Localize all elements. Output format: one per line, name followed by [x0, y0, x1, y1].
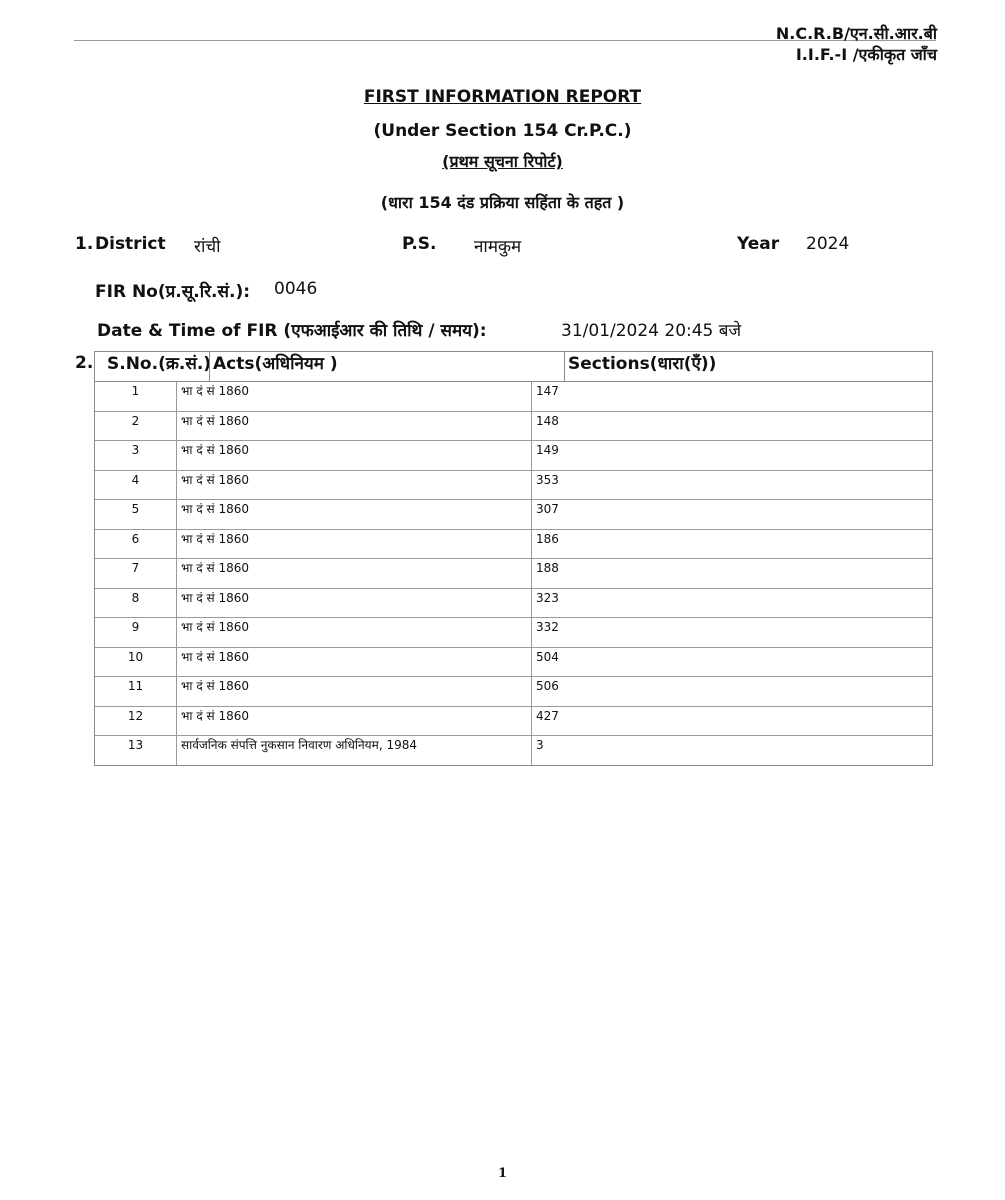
row-section: 188	[536, 561, 559, 575]
row-section: 323	[536, 590, 559, 605]
row-act: भा दं सं 1860	[177, 500, 532, 529]
row-sno: 7	[95, 559, 177, 588]
iif-label: I.I.F.-I /एकीकृत जाँच	[795, 45, 937, 64]
table-row	[95, 412, 932, 442]
row-act: भा दं सं 1860	[177, 471, 532, 500]
page-number: 1	[497, 1166, 508, 1181]
row-sno: 3	[95, 441, 177, 470]
fir-value: 0046	[274, 279, 318, 299]
row-section: 332	[536, 620, 559, 634]
acts-sections-table	[94, 351, 933, 766]
row-act: भा दं सं 1860	[177, 707, 532, 736]
district-label: District	[95, 234, 166, 254]
table-row	[95, 736, 932, 765]
table-row	[95, 677, 932, 707]
row-section: 504	[536, 649, 559, 664]
ps-label: P.S.	[402, 234, 437, 254]
row-act: भा दं सं 1860	[177, 589, 532, 618]
header-acts: Acts(अधिनियम )	[213, 354, 338, 374]
row-section: 186	[536, 531, 559, 546]
row-section: 149	[536, 443, 559, 457]
row-sno: 1	[95, 382, 177, 411]
row-act: भा दं सं 1860	[177, 618, 532, 647]
row-section: 148	[536, 413, 559, 428]
ps-value: नामकुम	[474, 237, 522, 257]
header-divider	[564, 352, 565, 381]
row-sno: 5	[95, 500, 177, 529]
table-row	[95, 471, 932, 501]
row-act: भा दं सं 1860	[177, 412, 532, 441]
report-title: FIRST INFORMATION REPORT	[363, 87, 642, 107]
table-row	[95, 648, 932, 678]
ncrb-label: N.C.R.B/एन.सी.आर.बी	[775, 24, 937, 43]
row-act: भा दं सं 1860	[177, 441, 532, 470]
header-sections: Sections(धारा(एँ))	[568, 354, 717, 374]
row-sno: 6	[95, 530, 177, 559]
table-row	[95, 589, 932, 619]
row-section: 3	[536, 738, 544, 752]
row-sno: 12	[95, 707, 177, 736]
row-section: 353	[536, 472, 559, 487]
row-act: भा दं सं 1860	[177, 677, 532, 706]
district-value: रांची	[194, 237, 221, 257]
row-act: भा दं सं 1860	[177, 648, 532, 677]
table-body	[95, 382, 932, 765]
row-sno: 10	[95, 648, 177, 677]
row-sno: 8	[95, 589, 177, 618]
row-act: सार्वजनिक संपत्ति नुकसान निवारण अधिनियम, 1984	[177, 736, 532, 765]
item2-number: 2.	[75, 353, 94, 373]
header-divider	[209, 352, 210, 381]
table-row	[95, 707, 932, 737]
datetime-label: Date & Time of FIR (एफआईआर की तिथि / समय):	[97, 321, 487, 341]
report-section: (Under Section 154 Cr.P.C.)	[373, 121, 632, 141]
row-section: 307	[536, 502, 559, 516]
row-section: 147	[536, 384, 559, 398]
table-row	[95, 559, 932, 589]
row-act: भा दं सं 1860	[177, 559, 532, 588]
row-sno: 4	[95, 471, 177, 500]
report-title-hindi: (प्रथम सूचना रिपोर्ट)	[442, 152, 563, 171]
row-sno: 13	[95, 736, 177, 765]
table-row	[95, 500, 932, 530]
row-sno: 9	[95, 618, 177, 647]
report-section-hindi: (धारा 154 दंड प्रक्रिया सहिंता के तहत )	[380, 193, 625, 212]
row-sno: 11	[95, 677, 177, 706]
row-section: 506	[536, 679, 559, 693]
year-label: Year	[737, 234, 780, 254]
year-value: 2024	[806, 234, 850, 254]
table-row	[95, 530, 932, 560]
item1-number: 1.	[75, 234, 94, 254]
fir-label: FIR No(प्र.सू.रि.सं.):	[95, 282, 251, 302]
row-act: भा दं सं 1860	[177, 530, 532, 559]
header-sno: S.No.(क्र.सं.)	[107, 354, 212, 374]
table-row	[95, 382, 932, 412]
row-section: 427	[536, 708, 559, 723]
table-header	[95, 352, 932, 382]
datetime-value: 31/01/2024 20:45 बजे	[561, 321, 742, 341]
row-act: भा दं सं 1860	[177, 382, 532, 411]
table-row	[95, 618, 932, 648]
row-sno: 2	[95, 412, 177, 441]
table-row	[95, 441, 932, 471]
